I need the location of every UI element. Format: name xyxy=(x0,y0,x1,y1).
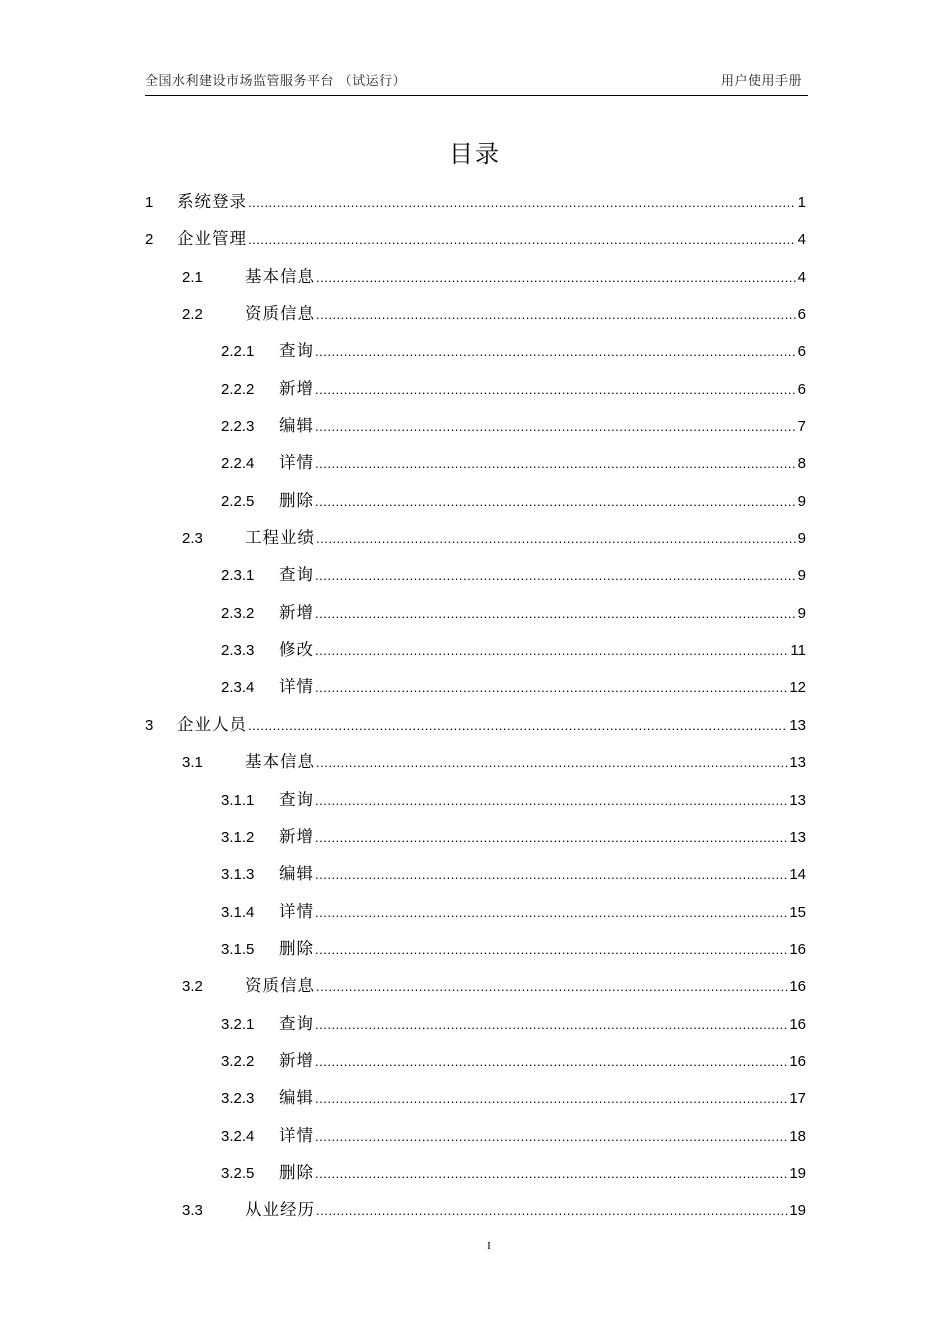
toc-entry-title: 新增 xyxy=(279,826,314,846)
toc-entry-page: 13 xyxy=(789,791,806,809)
toc-entry-number: 2.2 xyxy=(182,306,203,324)
table-of-contents xyxy=(145,183,806,1229)
toc-entry-title: 编辑 xyxy=(279,1088,314,1108)
toc-entry-page: 16 xyxy=(789,940,806,958)
toc-dot-leader xyxy=(315,931,787,968)
toc-entry-title: 删除 xyxy=(279,1162,314,1182)
toc-entry-number: 2.2.5 xyxy=(221,492,255,510)
toc-entry-page: 7 xyxy=(797,418,806,436)
toc-entry-title: 基本信息 xyxy=(245,266,315,286)
toc-entry-number: 3.2.4 xyxy=(221,1127,255,1145)
toc-entry-title: 资质信息 xyxy=(245,304,315,324)
toc-entry[interactable] xyxy=(145,183,806,220)
toc-dot-leader xyxy=(315,632,788,669)
toc-title: 目录 xyxy=(449,140,501,168)
toc-dot-leader xyxy=(315,371,796,408)
toc-entry-number: 2.2.1 xyxy=(221,343,255,361)
toc-entry-page: 9 xyxy=(797,604,806,622)
toc-entry-number: 2.3.2 xyxy=(221,604,255,622)
toc-entry-page: 11 xyxy=(790,642,806,660)
toc-dot-leader xyxy=(315,1006,787,1043)
toc-entry-number: 3.2.2 xyxy=(221,1052,255,1070)
toc-entry[interactable] xyxy=(145,258,806,295)
toc-dot-leader xyxy=(315,408,796,445)
toc-entry[interactable] xyxy=(145,1117,806,1154)
toc-entry-number: 3.2.5 xyxy=(221,1164,255,1182)
toc-entry[interactable] xyxy=(145,295,806,332)
toc-entry-page: 19 xyxy=(789,1164,806,1182)
toc-dot-leader xyxy=(315,557,796,594)
toc-entry-number: 3 xyxy=(145,716,154,734)
toc-entry-page: 16 xyxy=(789,1052,806,1070)
toc-entry-title: 新增 xyxy=(279,602,314,622)
toc-entry[interactable] xyxy=(145,706,806,743)
toc-entry-title: 删除 xyxy=(279,490,314,510)
page-header xyxy=(145,64,808,96)
toc-entry[interactable] xyxy=(145,1005,806,1042)
toc-dot-leader xyxy=(316,968,787,1005)
toc-entry-number: 2.2.3 xyxy=(221,418,255,436)
toc-entry-title: 工程业绩 xyxy=(245,528,315,548)
toc-entry-number: 3.1.1 xyxy=(221,791,255,809)
toc-entry-page: 13 xyxy=(789,716,806,734)
toc-entry[interactable] xyxy=(145,893,806,930)
toc-entry-title: 查询 xyxy=(279,341,314,361)
toc-dot-leader xyxy=(315,333,796,370)
toc-entry-title: 从业经历 xyxy=(245,1200,315,1220)
toc-entry[interactable] xyxy=(145,1079,806,1116)
toc-entry-page: 9 xyxy=(797,567,806,585)
toc-entry[interactable] xyxy=(145,332,806,369)
toc-entry-title: 详情 xyxy=(279,677,314,697)
toc-entry[interactable] xyxy=(145,594,806,631)
toc-entry-number: 3.2.1 xyxy=(221,1015,255,1033)
toc-entry-title: 查询 xyxy=(279,1013,314,1033)
toc-dot-leader xyxy=(315,1043,787,1080)
toc-entry-title: 新增 xyxy=(279,1050,314,1070)
toc-entry-page: 6 xyxy=(797,380,806,398)
toc-entry-number: 1 xyxy=(145,194,154,211)
toc-entry[interactable] xyxy=(145,743,806,780)
toc-dot-leader xyxy=(316,520,796,557)
toc-entry-page: 14 xyxy=(789,866,806,884)
toc-entry-title: 查询 xyxy=(279,565,314,585)
toc-dot-leader xyxy=(316,1192,787,1229)
toc-entry-page: 9 xyxy=(797,492,806,510)
toc-entry[interactable] xyxy=(145,556,806,593)
toc-entry[interactable] xyxy=(145,781,806,818)
toc-dot-leader xyxy=(315,1155,787,1192)
toc-entry-number: 2.2.2 xyxy=(221,380,255,398)
toc-entry[interactable] xyxy=(145,967,806,1004)
toc-entry-number: 2.3.1 xyxy=(221,567,255,585)
toc-entry-title: 查询 xyxy=(279,789,314,809)
toc-entry-page: 16 xyxy=(789,1015,806,1033)
toc-dot-leader xyxy=(316,744,787,781)
toc-entry-title: 基本信息 xyxy=(245,752,315,772)
toc-entry-number: 2.2.4 xyxy=(221,455,255,473)
toc-dot-leader xyxy=(315,669,787,706)
toc-entry[interactable] xyxy=(145,1191,806,1228)
toc-entry-title: 详情 xyxy=(279,901,314,921)
toc-entry-title: 企业管理 xyxy=(177,229,247,249)
toc-entry[interactable] xyxy=(145,519,806,556)
toc-entry-page: 13 xyxy=(789,828,806,846)
toc-entry-page: 6 xyxy=(797,306,806,324)
toc-dot-leader xyxy=(315,1118,787,1155)
toc-entry[interactable] xyxy=(145,818,806,855)
toc-entry-number: 2.3 xyxy=(182,530,203,548)
toc-entry-number: 3.1.4 xyxy=(221,903,255,921)
toc-entry-number: 3.1.3 xyxy=(221,866,255,884)
toc-dot-leader xyxy=(248,707,787,744)
toc-entry-title: 详情 xyxy=(279,453,314,473)
toc-entry-title: 删除 xyxy=(279,938,314,958)
toc-entry-number: 2.3.3 xyxy=(221,642,255,660)
toc-entry-title: 编辑 xyxy=(279,416,314,436)
toc-entry[interactable] xyxy=(145,855,806,892)
toc-entry-page: 15 xyxy=(789,903,806,921)
toc-entry-page: 13 xyxy=(789,754,806,772)
toc-entry[interactable] xyxy=(145,668,806,705)
toc-entry-page: 1 xyxy=(797,194,806,211)
toc-entry-number: 3.1.2 xyxy=(221,828,255,846)
toc-dot-leader xyxy=(248,184,796,221)
toc-entry-page: 9 xyxy=(797,530,806,548)
toc-entry[interactable] xyxy=(145,482,806,519)
toc-entry-page: 18 xyxy=(789,1127,806,1145)
toc-dot-leader xyxy=(315,1080,787,1117)
toc-entry-title: 编辑 xyxy=(279,864,314,884)
toc-entry-page: 12 xyxy=(789,679,806,697)
toc-entry-title: 系统登录 xyxy=(177,192,247,211)
page-number: I xyxy=(487,1240,491,1252)
header-manual-label: 用户使用手册 xyxy=(720,74,802,89)
toc-entry[interactable] xyxy=(145,1042,806,1079)
toc-entry-page: 8 xyxy=(797,455,806,473)
toc-entry-page: 4 xyxy=(797,268,806,286)
toc-dot-leader xyxy=(315,445,796,482)
toc-entry-number: 3.2.3 xyxy=(221,1090,255,1108)
toc-entry[interactable] xyxy=(145,444,806,481)
toc-dot-leader xyxy=(248,221,796,258)
toc-entry-title: 修改 xyxy=(279,640,314,660)
toc-entry-number: 3.1 xyxy=(182,754,203,772)
toc-dot-leader xyxy=(315,894,787,931)
toc-entry-number: 2.3.4 xyxy=(221,679,255,697)
header-document-title: 全国水利建设市场监管服务平台 （试运行） xyxy=(145,74,407,89)
toc-entry[interactable] xyxy=(145,1154,806,1191)
toc-dot-leader xyxy=(315,483,796,520)
toc-entry-number: 2.1 xyxy=(182,268,203,286)
toc-entry[interactable] xyxy=(145,407,806,444)
toc-dot-leader xyxy=(316,296,796,333)
toc-entry[interactable] xyxy=(145,220,806,257)
toc-entry-title: 详情 xyxy=(279,1125,314,1145)
toc-entry-number: 3.2 xyxy=(182,978,203,996)
toc-entry-page: 4 xyxy=(797,231,806,249)
toc-dot-leader xyxy=(315,856,787,893)
toc-entry[interactable] xyxy=(145,930,806,967)
toc-entry-number: 3.1.5 xyxy=(221,940,255,958)
toc-entry-number: 2 xyxy=(145,231,154,249)
toc-entry-title: 新增 xyxy=(279,378,314,398)
toc-entry-number: 3.3 xyxy=(182,1202,203,1220)
toc-entry[interactable] xyxy=(145,631,806,668)
toc-entry-title: 企业人员 xyxy=(177,714,247,734)
toc-dot-leader xyxy=(315,819,787,856)
toc-entry-page: 17 xyxy=(789,1090,806,1108)
toc-entry-title: 资质信息 xyxy=(245,976,315,996)
toc-dot-leader xyxy=(316,259,796,296)
toc-entry[interactable] xyxy=(145,370,806,407)
toc-entry-page: 19 xyxy=(789,1202,806,1220)
toc-dot-leader xyxy=(315,595,796,632)
toc-entry-page: 16 xyxy=(789,978,806,996)
toc-entry-page: 6 xyxy=(797,343,806,361)
toc-dot-leader xyxy=(315,782,787,819)
